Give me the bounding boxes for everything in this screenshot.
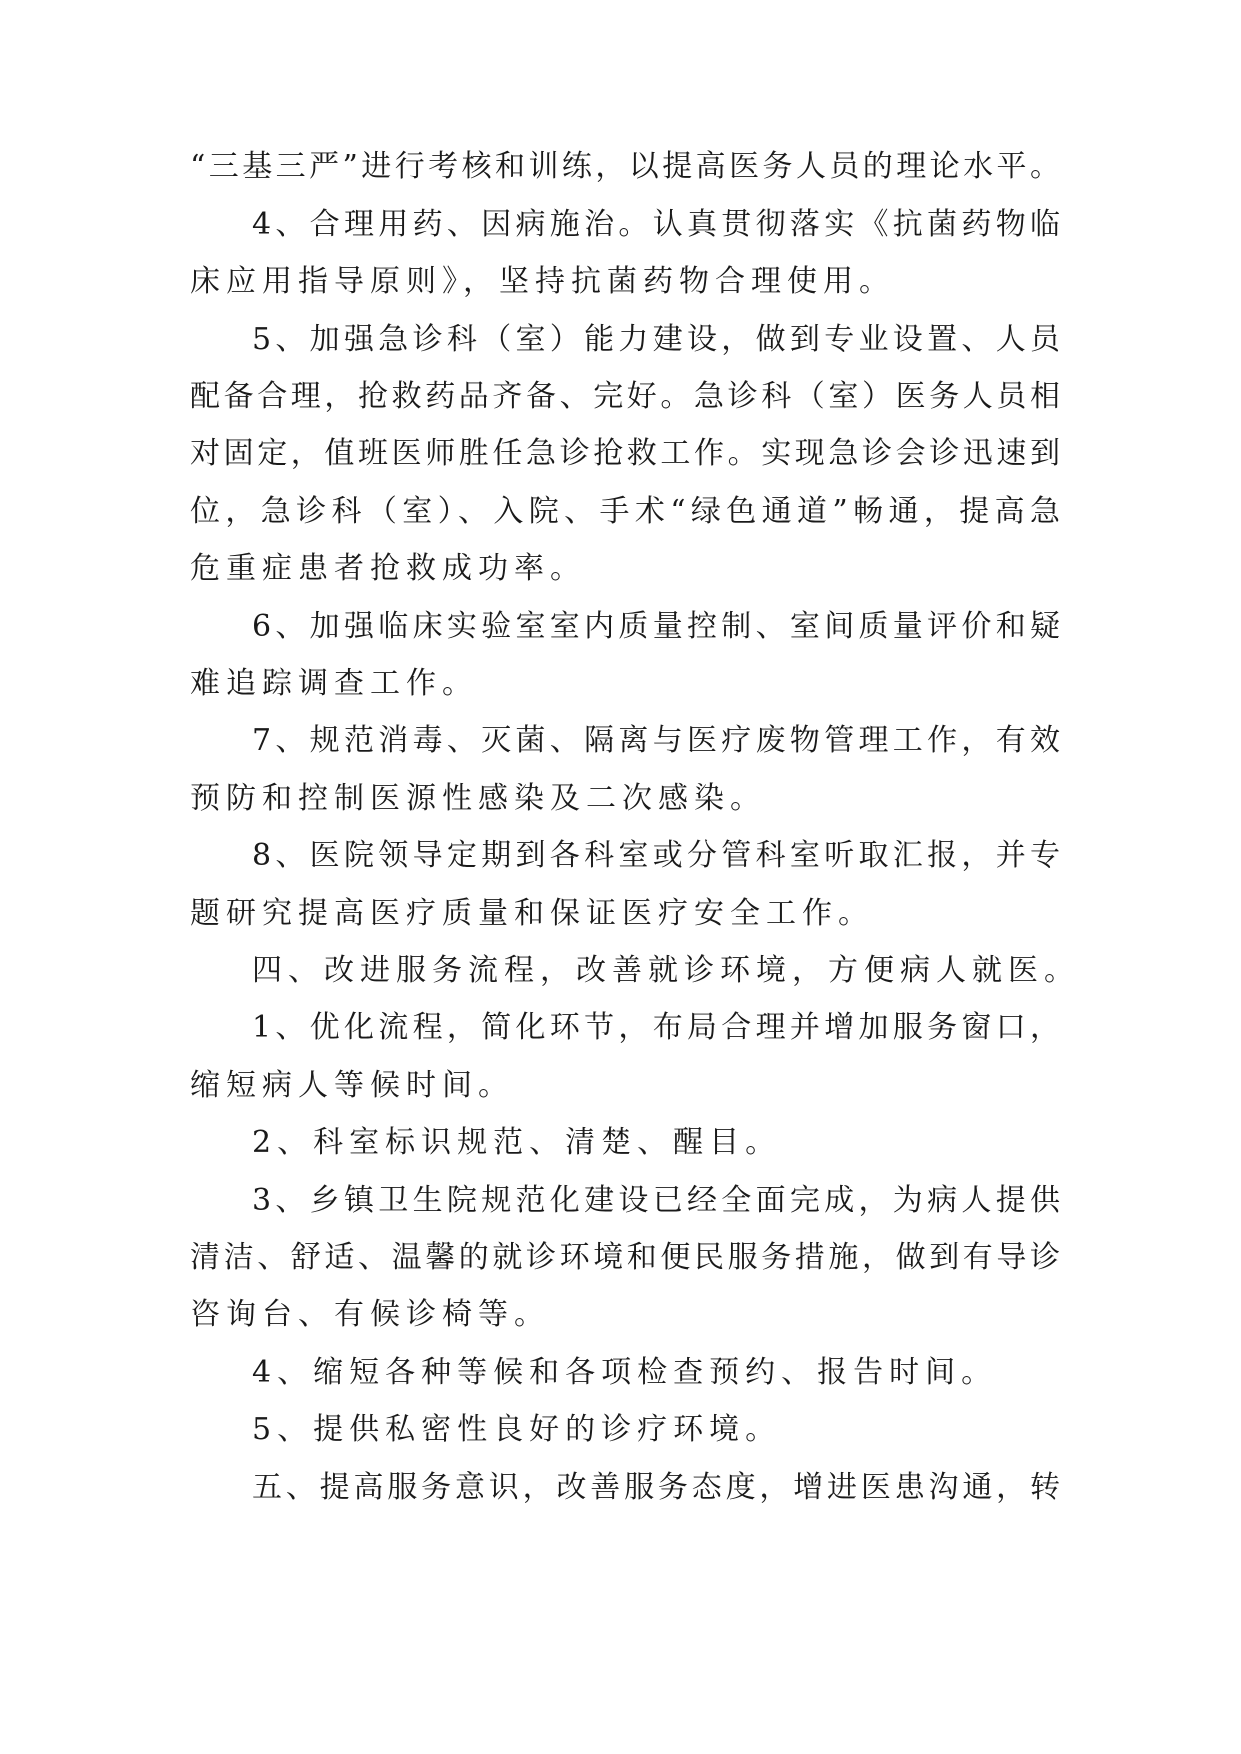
text-line: 2、科室标识规范、清楚、醒目。	[252, 1125, 782, 1160]
text-line: 3、乡镇卫生院规范化建设已经全面完成，为病人提供	[252, 1183, 1060, 1218]
text-line: 清洁、舒适、温馨的就诊环境和便民服务措施，做到有导诊	[190, 1240, 1060, 1275]
text-line: 缩短病人等候时间。	[190, 1068, 514, 1103]
text-line: 4、缩短各种等候和各项检查预约、报告时间。	[252, 1355, 998, 1390]
text-line: 咨询台、有候诊椅等。	[190, 1297, 550, 1332]
text-line: “三基三严”进行考核和训练，以提高医务人员的理论水平。	[190, 149, 1060, 184]
text-line: 4、合理用药、因病施治。认真贯彻落实《抗菌药物临	[252, 207, 1060, 242]
text-line: 5、加强急诊科（室）能力建设，做到专业设置、人员	[252, 322, 1060, 357]
text-line: 6、加强临床实验室室内质量控制、室间质量评价和疑	[252, 609, 1060, 644]
text-line: 8、医院领导定期到各科室或分管科室听取汇报，并专	[252, 838, 1060, 873]
text-line: 1、优化流程，简化环节，布局合理并增加服务窗口，	[252, 1010, 1060, 1045]
text-line: 5、提供私密性良好的诊疗环境。	[252, 1412, 782, 1447]
section-heading: 五、提高服务意识，改善服务态度，增进医患沟通，转	[252, 1470, 1060, 1505]
text-line: 配备合理，抢救药品齐备、完好。急诊科（室）医务人员相	[190, 379, 1060, 414]
text-line: 预防和控制医源性感染及二次感染。	[190, 781, 766, 816]
text-line: 床应用指导原则》，坚持抗菌药物合理使用。	[190, 264, 895, 299]
text-line: 危重症患者抢救成功率。	[190, 551, 586, 586]
section-heading: 四、改进服务流程，改善就诊环境，方便病人就医。	[252, 953, 1080, 988]
text-line: 7、规范消毒、灭菌、隔离与医疗废物管理工作，有效	[252, 723, 1060, 758]
text-line: 位，急诊科（室）、入院、手术“绿色通道”畅通，提高急	[190, 494, 1060, 529]
text-line: 对固定，值班医师胜任急诊抢救工作。实现急诊会诊迅速到	[190, 436, 1060, 471]
text-line: 难追踪调查工作。	[190, 666, 478, 701]
text-line: 题研究提高医疗质量和保证医疗安全工作。	[190, 896, 874, 931]
